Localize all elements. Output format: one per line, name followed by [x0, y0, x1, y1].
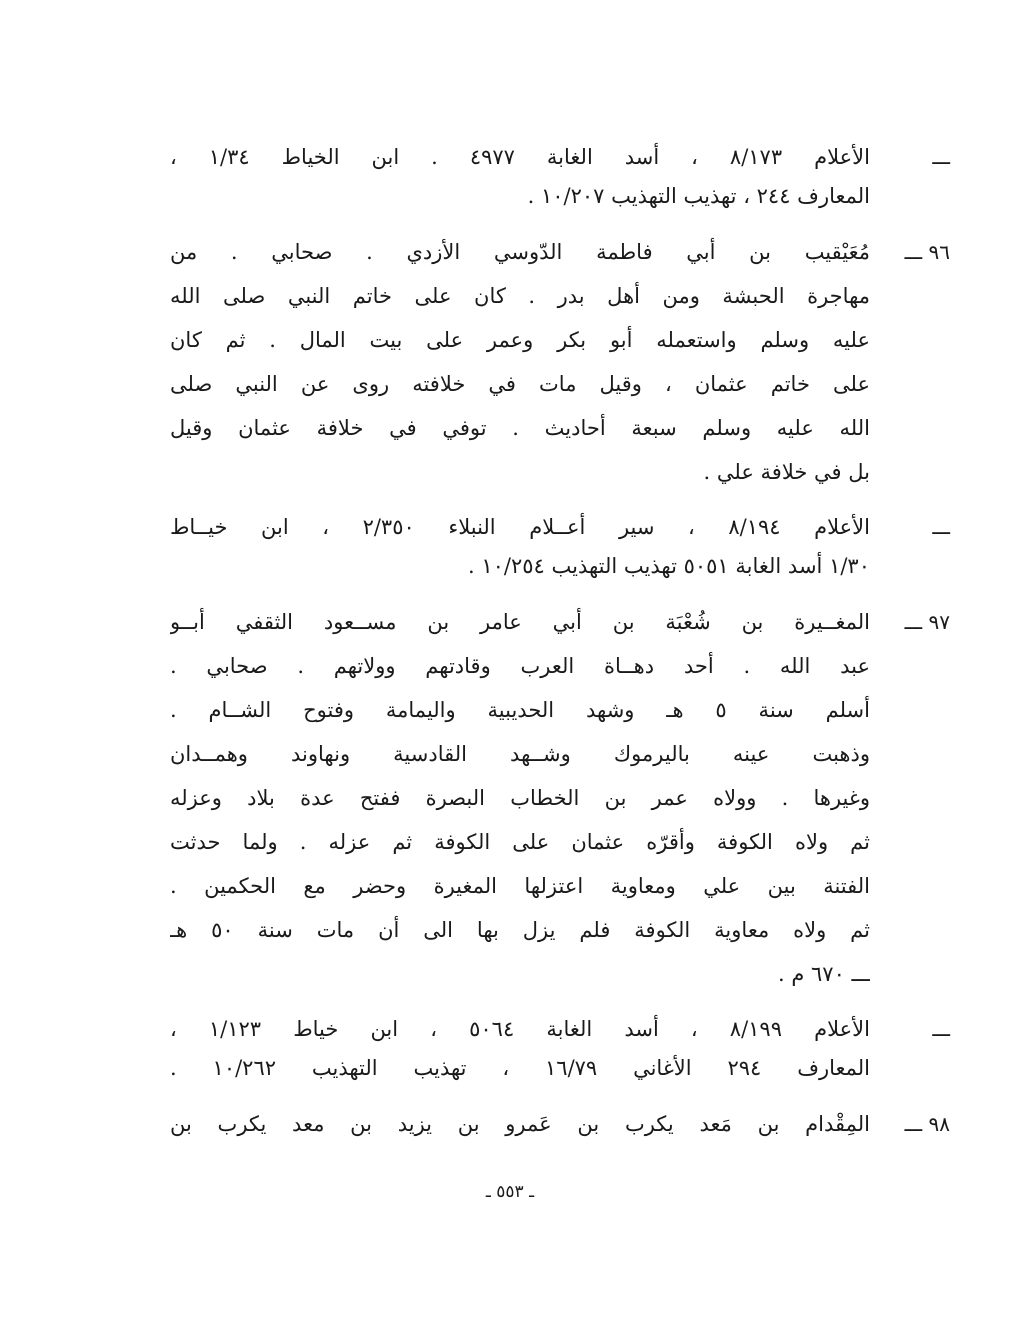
entry-marker: ـــ: [932, 515, 950, 539]
text-line: المِقْدام بن مَعد يكرب بن عَمرو بن يزيد بن معد يكرب بن: [170, 1112, 870, 1136]
text-line: وغيرها . وولاه عمر بن الخطاب البصرة ففتح عدة بلاد وعزله: [170, 786, 870, 810]
text-line: ـــ ٦٧٠ م .: [777, 962, 870, 986]
text-line: ثم ولاه الكوفة وأقرّه عثمان على الكوفة ثم عزله . ولما حدثت: [170, 830, 870, 854]
text-line: مُعَيْقيب بن أبي فاطمة الدّوسي الأزدي . صحابي . من: [170, 240, 870, 264]
text-line: الأعلام ٨/١٩٩ ، أسد الغابة ٥٠٦٤ ، ابن خياط ١/١٢٣ ،: [170, 1017, 870, 1041]
text-line: المغــيرة بن شُعْبَة بن أبي عامر بن مســعود الثقفي أبــو: [170, 610, 870, 634]
text-line: وذهبت عينه باليرموك وشــهد القادسية ونهاوند وهمــدان: [170, 742, 870, 766]
biography-entry: [170, 600, 950, 996]
text-line: الفتنة بين علي ومعاوية اعتزلها المغيرة وحضر مع الحكمين .: [170, 874, 870, 898]
text-line: على خاتم عثمان ، وقيل مات في خلافته روى عن النبي صلى: [170, 372, 870, 396]
text-line: الله عليه وسلم سبعة أحاديث . توفي في خلافة عثمان وقيل: [170, 416, 870, 440]
entry-marker: ـــ: [932, 1017, 950, 1041]
text-line: المعارف ٢٩٤ الأغاني ١٦/٧٩ ، تهذيب التهذيب ١٠/٢٦٢ .: [170, 1056, 870, 1080]
biography-entry: [170, 1102, 950, 1146]
text-line: المعارف ٢٤٤ ، تهذيب التهذيب ١٠/٢٠٧ .: [527, 184, 870, 208]
page-content: [170, 138, 950, 1160]
reference-entry: [170, 1010, 950, 1088]
entry-marker: ٩٦ ـــ: [904, 240, 950, 264]
text-line: مهاجرة الحبشة ومن أهل بدر . كان على خاتم النبي صلى الله: [170, 284, 870, 308]
text-line: ثم ولاه معاوية الكوفة فلم يزل بها الى أن مات سنة ٥٠ هـ: [170, 918, 870, 942]
text-line: بل في خلافة علي .: [703, 460, 870, 484]
entry-marker: ٩٨ ـــ: [904, 1112, 950, 1136]
text-line: عبد الله . أحد دهــاة العرب وقادتهم وولاتهم . صحابي .: [170, 654, 870, 678]
entry-marker: ٩٧ ـــ: [904, 610, 950, 634]
entry-marker: ـــ: [932, 145, 950, 169]
text-line: الأعلام ٨/١٩٤ ، سير أعــلام النبلاء ٢/٣٥٠ ، ابن خيــاط: [170, 515, 870, 539]
reference-entry: [170, 508, 950, 586]
page-number: ـ ٥٥٣ ـ: [485, 1182, 535, 1202]
text-line: أسلم سنة ٥ هـ وشهد الحديبية واليمامة وفتوح الشــام .: [170, 698, 870, 722]
reference-entry: [170, 138, 950, 216]
text-line: عليه وسلم واستعمله أبو بكر وعمر على بيت المال . ثم كان: [170, 328, 870, 352]
text-line: الأعلام ٨/١٧٣ ، أسد الغابة ٤٩٧٧ . ابن الخياط ١/٣٤ ،: [170, 145, 870, 169]
text-line: ١/٣٠ أسد الغابة ٥٠٥١ تهذيب التهذيب ١٠/٢٥٤ .: [467, 554, 870, 578]
biography-entry: [170, 230, 950, 494]
